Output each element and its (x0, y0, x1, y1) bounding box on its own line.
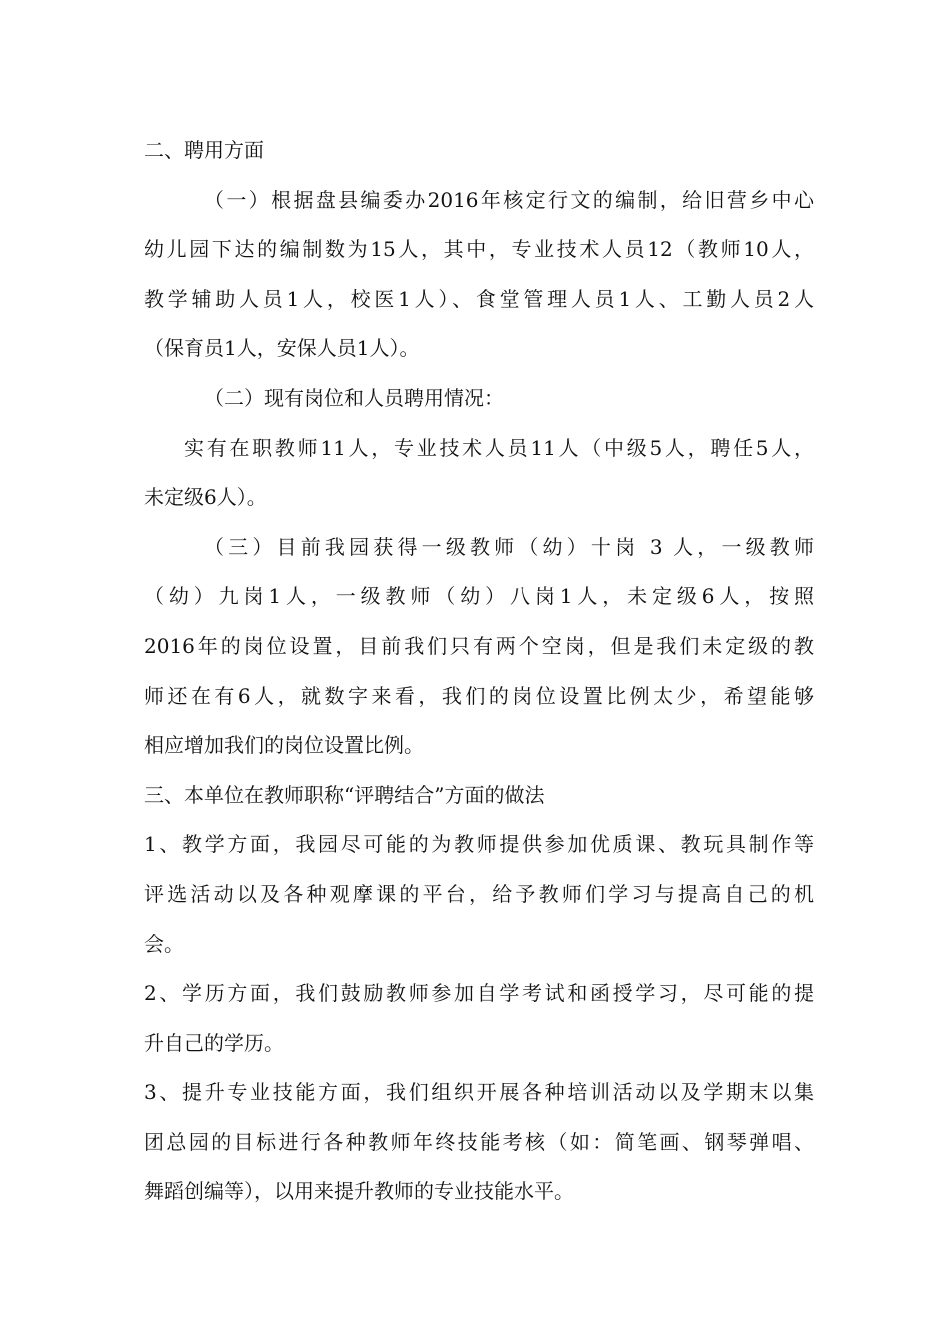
paragraph-current-teachers (144, 424, 814, 523)
text-line: 会。 (144, 931, 184, 956)
text-line: （三）目前我园获得一级教师（幼）十岗 3 人，一级教师 (204, 534, 814, 559)
text-line: 相应增加我们的岗位设置比例。 (144, 733, 424, 758)
text-line: 2、学历方面，我们鼓励教师参加自学考试和函授学习，尽可能的提 (144, 981, 814, 1006)
text-line: （一）根据盘县编委办2016年核定行文的编制，给旧营乡中心 (204, 187, 814, 212)
text-line: 评选活动以及各种观摩课的平台，给予教师们学习与提高自己的机 (144, 881, 814, 906)
text-line: 1、教学方面，我园尽可能的为教师提供参加优质课、教玩具制作等 (144, 832, 814, 857)
list-item-teaching (144, 820, 814, 969)
section-heading-evaluation: 三、本单位在教师职称“评聘结合”方面的做法 (144, 782, 545, 807)
text-line: 舞蹈创编等），以用来提升教师的专业技能水平。 (144, 1179, 574, 1204)
text-line: 教学辅助人员1人，校医1人）、食堂管理人员1人、工勤人员2人 (144, 286, 814, 311)
paragraph-current-positions: （二）现有岗位和人员聘用情况： (204, 385, 504, 410)
text-line: 师还在有6人，就数字来看，我们的岗位设置比例太少，希望能够 (144, 683, 814, 708)
text-line: 幼儿园下达的编制数为15人，其中，专业技术人员12（教师10人， (144, 237, 814, 262)
text-line: （保育员1人，安保人员1人）。 (144, 336, 420, 361)
text-line: 2016年的岗位设置，目前我们只有两个空岗，但是我们未定级的教 (144, 633, 814, 658)
text-line: 团总园的目标进行各种教师年终技能考核（如：简笔画、钢琴弹唱、 (144, 1129, 814, 1154)
text-line: 实有在职教师11人，专业技术人员11人（中级5人，聘任5人， (184, 435, 814, 460)
list-item-education (144, 969, 814, 1068)
text-line: 3、提升专业技能方面，我们组织开展各种培训活动以及学期末以集 (144, 1080, 814, 1105)
document-body (144, 126, 814, 1217)
paragraph-staffing-quota (144, 176, 814, 374)
text-line: 未定级6人）。 (144, 485, 267, 510)
list-item-skills (144, 1068, 814, 1217)
paragraph-position-levels (144, 523, 814, 771)
section-heading-recruitment: 二、聘用方面 (144, 138, 264, 162)
text-line: 升自己的学历。 (144, 1030, 284, 1055)
text-line: （幼）九岗1人，一级教师（幼）八岗1人，未定级6人，按照 (144, 584, 814, 609)
